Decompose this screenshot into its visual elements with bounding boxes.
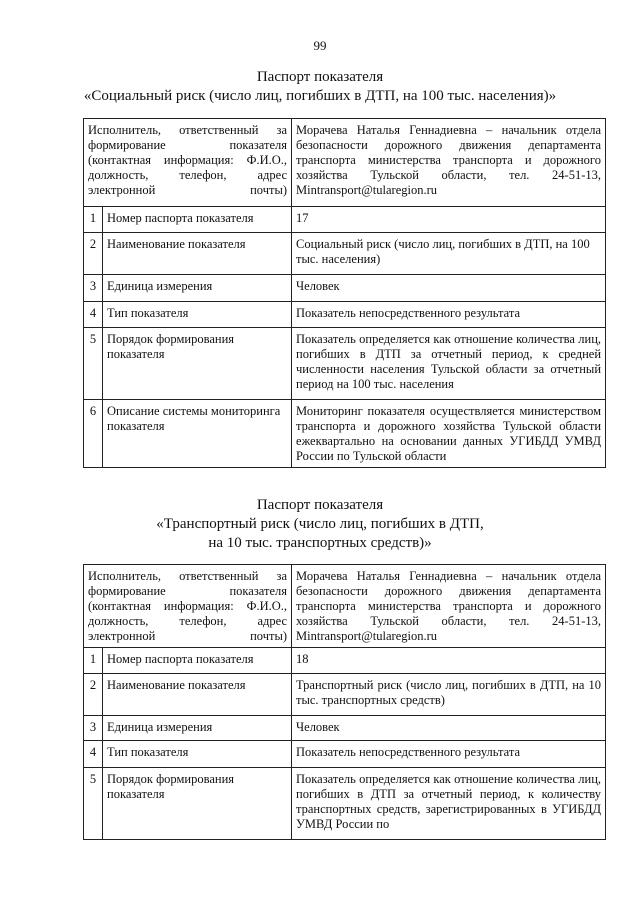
page-number: 99 (313, 38, 327, 53)
row-name: Единица измерения (103, 716, 292, 741)
row-value: Показатель определяется как отношение количества лиц, погибших в ДТП за отчетный период, к количеству транспортных средств, зарегистрированных в УГИБДД УМВД России по (292, 768, 606, 840)
executor-label-line: должность, телефон, адрес (88, 614, 288, 628)
row-name: Наименование показателя (103, 233, 292, 275)
row-number: 5 (84, 768, 103, 840)
row-name: Номер паспорта показателя (103, 207, 292, 233)
executor-label-line: Исполнитель, ответственный за (88, 123, 288, 137)
row-name: Тип показателя (103, 741, 292, 768)
row-number: 4 (84, 741, 103, 768)
table-row (84, 741, 606, 768)
executor-label-line: (контактная информация: Ф.И.О., (88, 599, 288, 613)
row-name: Тип показателя (103, 302, 292, 328)
table-row (84, 768, 606, 840)
executor-label-line: электронной почты) (88, 629, 288, 643)
row-value: Человек (292, 716, 606, 741)
row-number: 2 (84, 674, 103, 716)
passport-heading: Паспорт показателя (256, 497, 384, 513)
row-name: Описание системы мониторинга показателя (103, 400, 292, 468)
table-row-executor (84, 565, 606, 648)
executor-value: Морачева Наталья Геннадиевна – начальник отдела безопасности дорожного движения департамента транспорта министерства транспорта и дорожного хозяйства Тульской области, тел. 24-51-13, Mintransport@tularegion.ru (292, 119, 606, 207)
passport-table (83, 564, 606, 840)
executor-label-line: формирование показателя (88, 138, 288, 152)
table-row (84, 233, 606, 275)
row-name: Номер паспорта показателя (103, 648, 292, 674)
table-row (84, 648, 606, 674)
table-row (84, 328, 606, 400)
table-row (84, 674, 606, 716)
table-row (84, 275, 606, 302)
row-value: Транспортный риск (число лиц, погибших в ДТП, на 10 тыс. транспортных средств) (292, 674, 606, 716)
row-number: 4 (84, 302, 103, 328)
row-value: Человек (292, 275, 606, 302)
row-number: 3 (84, 716, 103, 741)
executor-label-line: Исполнитель, ответственный за (88, 569, 288, 583)
row-name: Порядок формирования показателя (103, 768, 292, 840)
row-number: 2 (84, 233, 103, 275)
passport-subtitle-line: «Транспортный риск (число лиц, погибших в ДТП, (156, 516, 484, 532)
executor-value: Морачева Наталья Геннадиевна – начальник отдела безопасности дорожного движения департамента транспорта министерства транспорта и дорожного хозяйства Тульской области, тел. 24-51-13, Mintransport@tularegion.ru (292, 565, 606, 648)
row-name: Наименование показателя (103, 674, 292, 716)
row-number: 1 (84, 648, 103, 674)
executor-label-line: формирование показателя (88, 584, 288, 598)
table-row-executor (84, 119, 606, 207)
table-row (84, 302, 606, 328)
row-value: 18 (292, 648, 606, 674)
executor-label-line: электронной почты) (88, 183, 288, 197)
row-name: Единица измерения (103, 275, 292, 302)
row-name: Порядок формирования показателя (103, 328, 292, 400)
table-row (84, 716, 606, 741)
passport-subtitle-line: на 10 тыс. транспортных средств)» (208, 535, 432, 551)
executor-label-line: должность, телефон, адрес (88, 168, 288, 182)
passport-table (83, 118, 606, 468)
executor-label (84, 565, 292, 648)
row-value: Показатель определяется как отношение количества лиц, погибших в ДТП за отчетный период, к средней численности населения Тульской области за отчетный период на 100 тыс. населения (292, 328, 606, 400)
row-value: Социальный риск (число лиц, погибших в ДТП, на 100 тыс. населения) (292, 233, 606, 275)
row-number: 3 (84, 275, 103, 302)
passport-title (40, 68, 600, 106)
row-value: Показатель непосредственного результата (292, 741, 606, 768)
row-number: 6 (84, 400, 103, 468)
row-number: 5 (84, 328, 103, 400)
executor-label (84, 119, 292, 207)
passport-subtitle-line: «Социальный риск (число лиц, погибших в ДТП, на 100 тыс. населения)» (83, 88, 557, 104)
executor-label-line: (контактная информация: Ф.И.О., (88, 153, 288, 167)
table-row (84, 207, 606, 233)
table-row (84, 400, 606, 468)
row-number: 1 (84, 207, 103, 233)
row-value: 17 (292, 207, 606, 233)
row-value: Мониторинг показателя осуществляется министерством транспорта и дорожного хозяйства Тульской области ежеквартально на основании данных УГИБДД УМВД России по Тульской области (292, 400, 606, 468)
passport-title (40, 496, 600, 553)
row-value: Показатель непосредственного результата (292, 302, 606, 328)
passport-heading: Паспорт показателя (256, 69, 384, 85)
